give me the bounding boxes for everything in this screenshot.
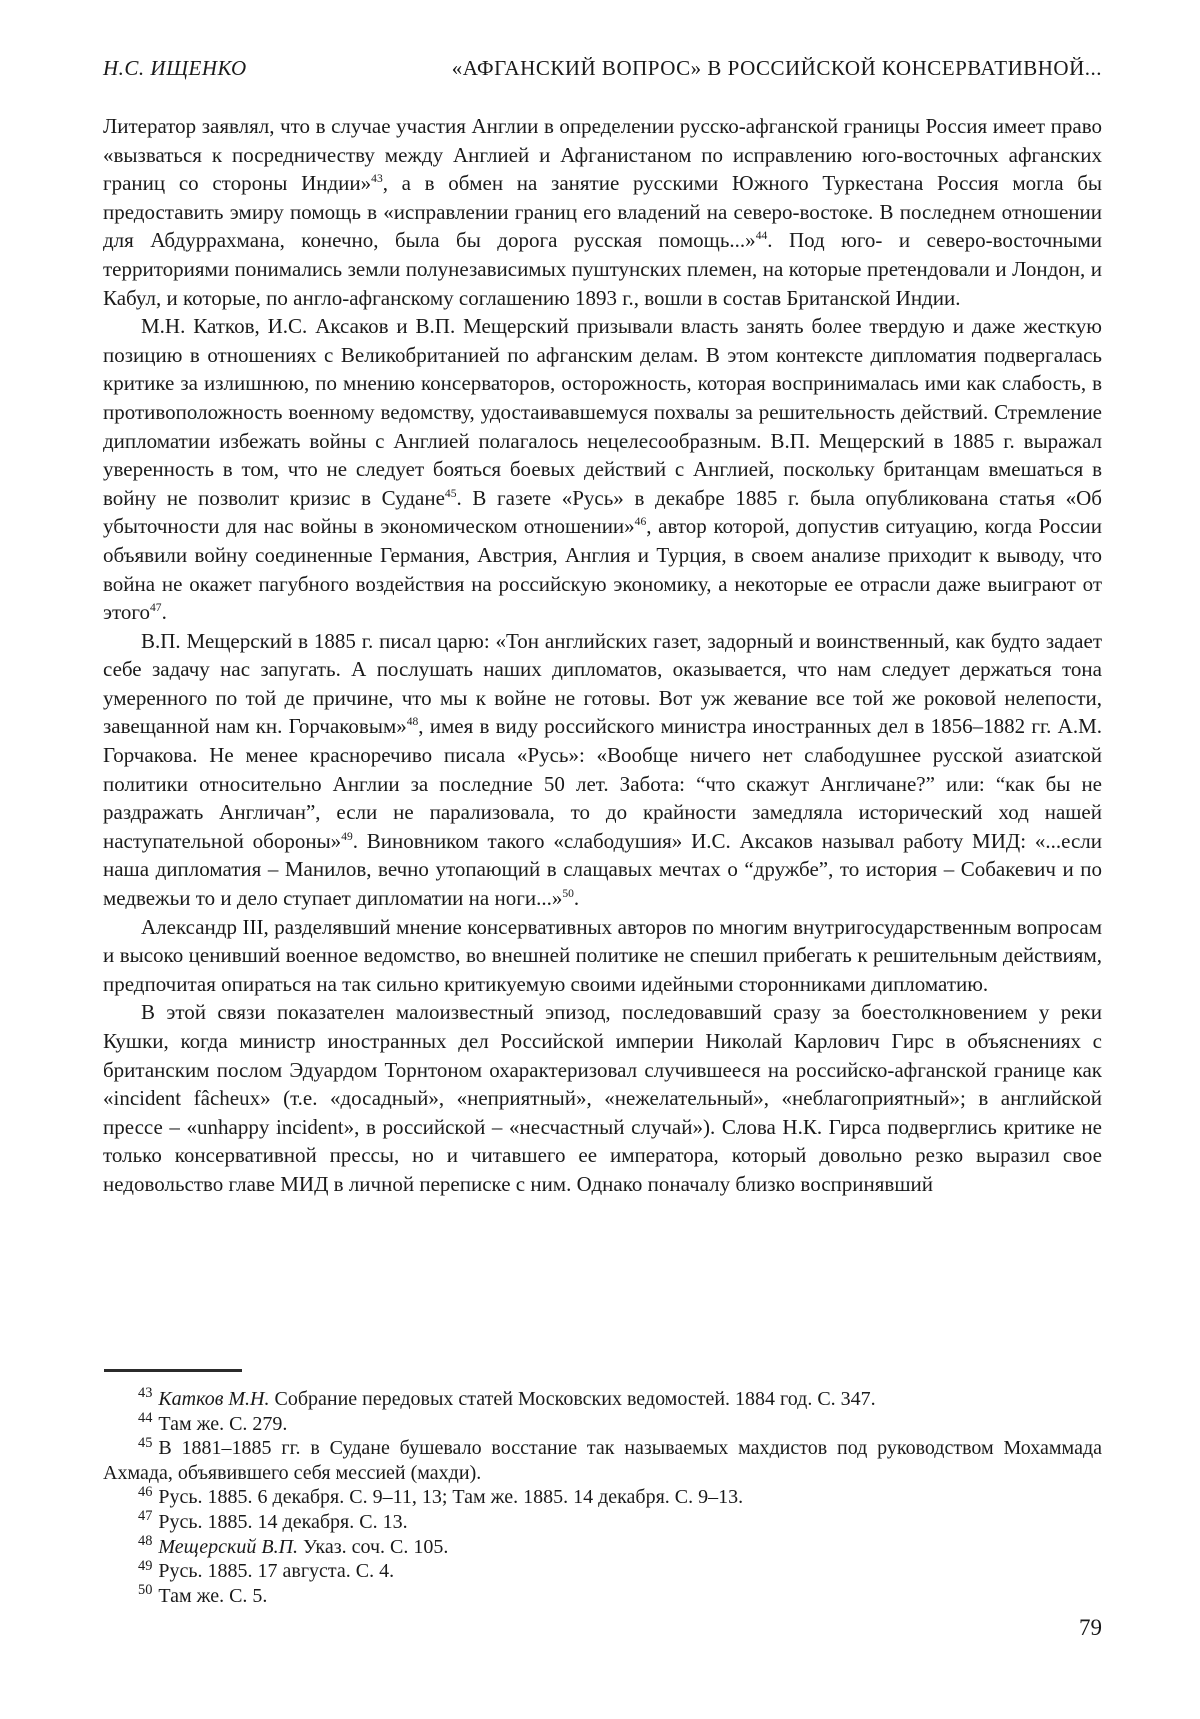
footnote-text: Русь. 1885. 14 декабря. С. 13.	[158, 1510, 408, 1533]
footnote-ref: 43	[371, 173, 383, 186]
footnote	[103, 1485, 1102, 1510]
footnote-ref: 46	[634, 516, 647, 529]
footnote-text: Русь. 1885. 17 августа. С. 4.	[158, 1560, 395, 1583]
footnote-ref: 49	[341, 830, 353, 843]
footnote-ref: 45	[444, 487, 457, 500]
footnote	[103, 1409, 1102, 1437]
footnote-ref: 44	[755, 230, 768, 243]
footnote-text: Указ. соч. С. 105.	[298, 1535, 449, 1558]
footnote-separator	[104, 1369, 242, 1372]
footnote	[103, 1436, 1102, 1485]
text-segment: . В газете «Русь» в декабре 1885 г. была опубликована статья «Об убыточности для нас войны в экономическом отношении»	[103, 485, 1102, 539]
paragraph	[103, 112, 1102, 312]
text-segment: , а в обмен на занятие русскими Южного Туркестана Россия могла бы предоставить эмиру помощь в «исправлении границ его владений на северо-востоке. В последнем отношении для Абдуррахмана, конечно, была бы дорога русская помощь...»	[103, 171, 1102, 253]
text-segment: В этой связи показателен малоизвестный эпизод, последовавший сразу за боестолкновением у реки Кушки, когда министр иностранных дел Российской империи Николай Карлович Гирс в объяснениях с британским послом Эдуардом Торнтоном охарактеризовал случившееся на российско-афганской границе как «incident fâcheux» (т.е. «досадный», «неприятный», «нежелательный», «неблагоприятный»; в английской прессе – «unhappy incident», в российской – «несчастный случай»). Слова Н.К. Гирса подверглись критике не только консервативной прессы, но и читавшего ее императора, который довольно резко выразил свое недовольство главе МИД в личной переписке с ним. Однако поначалу близко воспринявший	[103, 1000, 1102, 1196]
text-segment: . Под юго- и северо-восточными территориями понимались земли полунезависимых пуштунских племен, на которые претендовали и Лондон, и Кабул, и которые, по англо-афганскому соглашению 1893 г., вошли в состав Британской Индии.	[103, 228, 1102, 310]
running-header	[103, 56, 1102, 81]
footnote-number: 46	[138, 1483, 153, 1500]
text-segment: Александр III, разделявший мнение консервативных авторов по многим внутригосударственным вопросам и высоко ценивший военное ведомство, во внешней политике не спешил прибегать к решительным действиям, предпочитая опираться на так сильно критикуемую своими идейными сторонниками дипломатию.	[103, 914, 1102, 996]
text-segment: . Виновником такого «слабодушия» И.С. Аксаков называл работу МИД: «...если наша дипломатия – Манилов, вечно утопающий в слащавых мечтах о “дружбе”, то история – Собакевич и по медвежьи то и дело ступает дипломатии на ноги...»	[103, 828, 1102, 911]
footnote-text: В 1881–1885 гг. в Судане бушевало восстание так называемых махдистов под руководством Мохаммада Ахмада, объявившего себя мессией (махди).	[103, 1437, 1102, 1484]
footnotes-block	[103, 1387, 1102, 1608]
footnote	[103, 1510, 1102, 1535]
text-segment: М.Н. Катков, И.С. Аксаков и В.П. Мещерский призывали власть занять более твердую и даже жесткую позицию в отношениях с Великобританией по афганским делам. В этом контексте дипломатия подвергалась критике за излишнюю, по мнению консерваторов, осторожность, которая воспринималась ими как слабость, в противоположность военному ведомству, удостаивавшемуся похвалы за решительность действий. Стремление дипломатии избежать войны с Англией полагалось нецелесообразным. В.П. Мещерский в 1885 г. выражал уверенность в том, что не следует бояться боевых действий с Англией, поскольку британцам вмешаться в войну не позволит кризис в Судане	[103, 314, 1102, 510]
paragraph	[103, 312, 1102, 627]
text-segment: .	[573, 886, 580, 911]
article-body	[103, 112, 1102, 1364]
footnote-ref: 47	[150, 602, 162, 615]
text-segment: , имея в виду российского министра иностранных дел в 1856–1882 гг. А.М. Горчакова. Не менее красноречиво писала «Русь»: «Вообще ничего нет слабодушнее русской азиатской политики относительно Англии за последние 50 лет. Забота: “что скажут Англичане?” или: “как бы не раздражать Англичан”, если не парализовала, то до крайности замедляла исторический ход нашей наступательной обороны»	[103, 714, 1102, 853]
footnote-number: 44	[138, 1409, 153, 1426]
footnote-ref: 48	[406, 716, 419, 729]
footnote	[103, 1532, 1102, 1560]
footnote-number: 45	[138, 1434, 153, 1451]
footnote-text: Русь. 1885. 6 декабря. С. 9–11, 13; Там же. 1885. 14 декабря. С. 9–13.	[158, 1486, 744, 1509]
footnote-number: 50	[138, 1582, 153, 1599]
paragraph	[103, 627, 1102, 913]
footnote	[103, 1584, 1102, 1609]
footnote-text: Там же. С. 279.	[158, 1412, 288, 1435]
footnote-text: Там же. С. 5.	[158, 1584, 268, 1607]
footnote-author: Мещерский В.П.	[158, 1535, 299, 1558]
text-segment: В.П. Мещерский в 1885 г. писал царю: «Тон английских газет, задорный и воинственный, как будто задает себе задачу нас запугать. А послушать наших дипломатов, оказывается, что нам следует держаться тона умеренного по той де причине, что мы к войне не готовы. Вот уж жевание все той же роковой нелепости, завещанной нам кн. Горчаковым»	[103, 628, 1102, 739]
running-author: Н.С. ИЩЕНКО	[103, 56, 247, 80]
footnote-number: 49	[138, 1557, 153, 1574]
footnote-text: Собрание передовых статей Московских ведомостей. 1884 год. С. 347.	[269, 1388, 876, 1410]
paragraph	[103, 998, 1102, 1198]
text-segment: Литератор заявлял, что в случае участия Англии в определении русско-афганской границы Россия имеет право «вызваться к посредничеству между Англией и Афганистаном по исправлению юго-восточных афганских границ со стороны Индии»	[103, 114, 1102, 196]
footnote-number: 48	[138, 1532, 153, 1549]
footnote-ref: 50	[562, 888, 574, 901]
page-number: 79	[1079, 1615, 1102, 1640]
footnote-author: Катков М.Н.	[158, 1388, 270, 1410]
footnote	[103, 1559, 1102, 1584]
running-title: «АФГАНСКИЙ ВОПРОС» В РОССИЙСКОЙ КОНСЕРВАТИВНОЙ...	[451, 56, 1102, 80]
footnote	[103, 1387, 1102, 1412]
footnote-number: 43	[138, 1385, 153, 1402]
text-segment: .	[161, 600, 167, 625]
footnote-number: 47	[138, 1508, 153, 1525]
paragraph	[103, 913, 1102, 999]
text-segment: , автор которой, допустив ситуацию, когда России объявили войну соединенные Германия, Австрия, Англия и Турция, в своем анализе приходит к выводу, что война не окажет пагубного воздействия на российскую экономику, а некоторые ее отрасли даже выиграют от этого	[103, 514, 1102, 625]
